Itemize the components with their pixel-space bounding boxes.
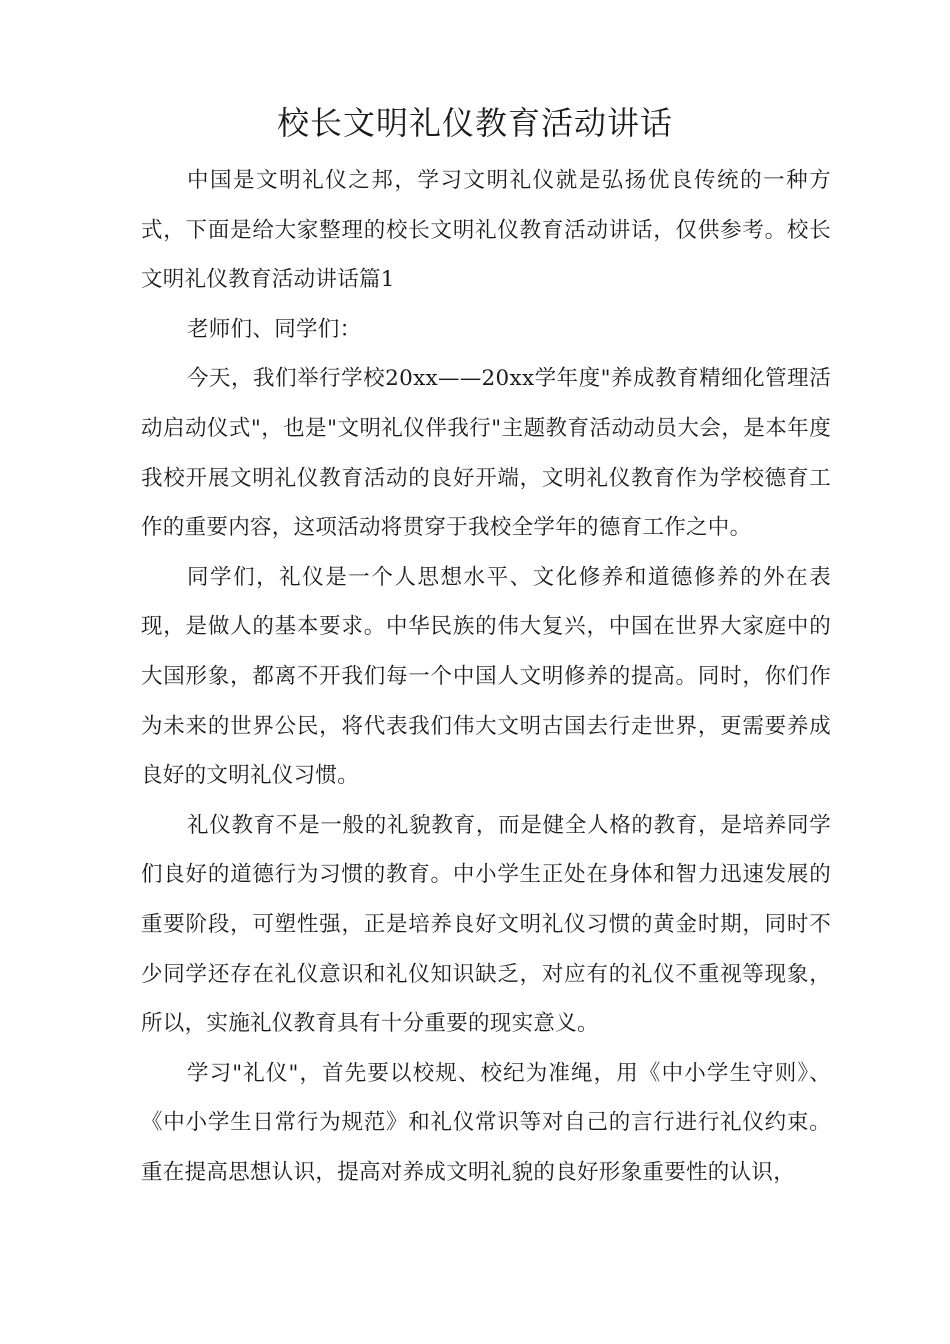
paragraph-etiquette-education: 礼仪教育不是一般的礼貌教育，而是健全人格的教育，是培养同学们良好的道德行为习惯的教育。中小学生正处在身体和智力迅速发展的重要阶段，可塑性强，正是培养良好文明礼仪习惯的黄金时期，同时不少同学还存在礼仪意识和礼仪知识缺乏，对应有的礼仪不重视等现象，所以，实施礼仪教育具有十分重要的现实意义。 bbox=[141, 812, 831, 1037]
paragraph-etiquette-meaning: 同学们，礼仪是一个人思想水平、文化修养和道德修养的外在表现，是做人的基本要求。中华民族的伟大复兴，中国在世界大家庭中的大国形象，都离不开我们每一个中国人文明修养的提高。同时，你们作为未来的世界公民，将代表我们伟大文明古国去行走世界，更需要养成良好的文明礼仪习惯。 bbox=[141, 564, 831, 789]
paragraph-learning-etiquette: 学习"礼仪"，首先要以校规、校纪为准绳，用《中小学生守则》、《中小学生日常行为规范》和礼仪常识等对自己的言行进行礼仪约束。重在提高思想认识，提高对养成文明礼貌的良好形象重要性的认识， bbox=[141, 1060, 831, 1185]
document-title: 校长文明礼仪教育活动讲话 bbox=[276, 104, 673, 142]
paragraph-salutation: 老师们、同学们： bbox=[187, 316, 362, 342]
paragraph-intro: 中国是文明礼仪之邦，学习文明礼仪就是弘扬优良传统的一种方式，下面是给大家整理的校长文明礼仪教育活动讲话，仅供参考。校长文明礼仪教育活动讲话篇1 bbox=[141, 168, 831, 293]
paragraph-opening: 今天，我们举行学校20xx——20xx学年度"养成教育精细化管理活动启动仪式"，也是"文明礼仪伴我行"主题教育活动动员大会，是本年度我校开展文明礼仪教育活动的良好开端，文明礼仪教育作为学校德育工作的重要内容，这项活动将贯穿于我校全学年的德育工作之中。 bbox=[141, 366, 831, 541]
document-body bbox=[141, 156, 831, 1197]
